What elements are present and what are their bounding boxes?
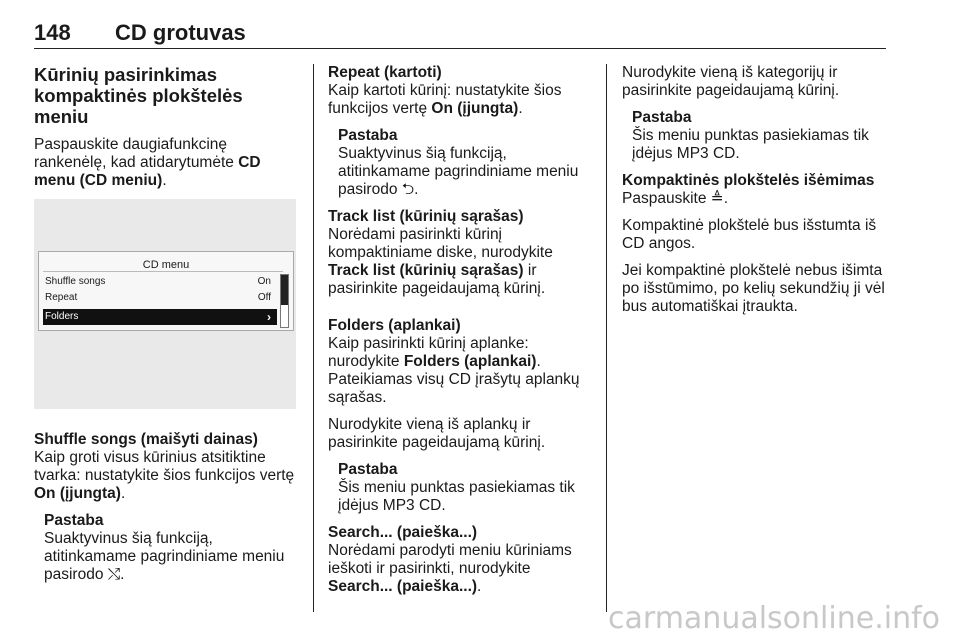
value-reference: On (įjungta) (431, 100, 519, 117)
value-reference: On (įjungta) (34, 485, 121, 502)
column-2 (328, 64, 592, 605)
column-1 (34, 64, 296, 593)
divider (43, 271, 283, 272)
shuffle-heading: Shuffle songs (maišyti dainas) (34, 431, 258, 448)
menu-reference: Folders (aplankai) (403, 353, 537, 370)
page-title: CD grotuvas (115, 20, 246, 45)
screen-title: CD menu (142, 259, 190, 271)
section-title: Kūrinių pasirinkimas kompaktinės plokštelės meniu (34, 64, 243, 127)
note-title: Pastaba (44, 512, 104, 529)
eject-paragraph: Paspauskite ≜. (622, 190, 729, 207)
tracklist-paragraph: Norėdami pasirinkti kūrinį kompaktiniame diske, nurodykite Track list (kūrinių sąrašas) ir pasirinkite pageidaujamą kūrinį. (328, 226, 553, 297)
note (328, 461, 592, 515)
note-title: Pastaba (338, 461, 398, 478)
menu-row-value: Off (257, 292, 271, 303)
scrollbar[interactable] (280, 274, 289, 328)
note (622, 109, 886, 163)
note-text: Šis meniu punktas pasiekiamas tik įdėjus MP3 CD. (338, 479, 575, 514)
scrollbar-thumb[interactable] (281, 275, 288, 305)
column-3 (622, 64, 886, 325)
chevron-right-icon: › (267, 310, 271, 324)
menu-reference: CD menu (CD meniu) (34, 154, 261, 189)
intro-paragraph: Paspauskite daugiafunkcinę rankenėlę, kad atidarytumėte CD menu (CD meniu). (34, 136, 261, 189)
note-text: Šis meniu punktas pasiekiamas tik įdėjus MP3 CD. (632, 127, 869, 162)
folders-paragraph-3: Nurodykite vieną iš aplankų ir pasirinkite pageidaujamą kūrinį. (328, 416, 546, 451)
column-divider (313, 64, 314, 612)
note-text: Suaktyvinus šią funkciją, atitinkamame pagrindiniame meniu pasirodo ⮌. (338, 145, 579, 198)
note-title: Pastaba (632, 109, 692, 126)
column-divider (606, 64, 607, 612)
menu-row-shuffle[interactable] (43, 274, 277, 290)
eject-heading: Kompaktinės plokštelės išėmimas (622, 172, 875, 189)
note-text: Suaktyvinus šią funkciją, atitinkamame pagrindiniame meniu pasirodo ⤭. (44, 530, 285, 583)
cd-menu-screenshot (34, 199, 296, 409)
menu-reference: Search... (paieška...) (328, 578, 478, 595)
menu-row-folders[interactable] (43, 309, 277, 325)
folders-paragraph-2: Pateikiamas visų CD įrašytų aplankų sąrašas. (328, 371, 580, 406)
eject-paragraph-3: Jei kompaktinė plokštelė nebus išimta po išstūmimo, po kelių sekundžių ji vėl bus automatiškai įtraukta. (622, 262, 885, 315)
folders-paragraph: Kaip pasirinkti kūrinį aplanke: nurodykite Folders (aplankai). (328, 335, 541, 370)
menu-row-label: Shuffle songs (45, 276, 106, 287)
note-title: Pastaba (338, 127, 398, 144)
eject-paragraph-2: Kompaktinė plokštelė bus išstumta iš CD angos. (622, 217, 877, 252)
note (328, 127, 592, 199)
page-number: 148 (34, 20, 71, 45)
menu-reference: Track list (kūrinių sąrašas) (328, 262, 524, 279)
menu-row-label: Folders (45, 311, 79, 322)
menu-row-label: Repeat (45, 292, 78, 303)
repeat-heading: Repeat (kartoti) (328, 64, 442, 81)
tracklist-heading: Track list (kūrinių sąrašas) (328, 208, 524, 225)
categories-paragraph: Nurodykite vieną iš kategorijų ir pasirinkite pageidaujamą kūrinį. (622, 64, 840, 99)
shuffle-paragraph: Kaip groti visus kūrinius atsitiktine tvarka: nustatykite šios funkcijos vertę On (įjungta). (34, 449, 295, 502)
menu-row-repeat[interactable] (43, 290, 277, 306)
folders-heading: Folders (aplankai) (328, 317, 461, 334)
search-paragraph: Norėdami parodyti meniu kūriniams ieškoti ir pasirinkti, nurodykite Search... (paieška...). (328, 542, 572, 595)
watermark: carmanualsonline.info (608, 601, 940, 636)
repeat-paragraph: Kaip kartoti kūrinį: nustatykite šios funkcijos vertę On (įjungta). (328, 82, 562, 117)
page-header (34, 0, 886, 49)
cd-menu-screen (38, 251, 294, 331)
menu-row-value: On (257, 276, 271, 287)
note (34, 512, 296, 584)
search-heading: Search... (paieška...) (328, 524, 478, 541)
